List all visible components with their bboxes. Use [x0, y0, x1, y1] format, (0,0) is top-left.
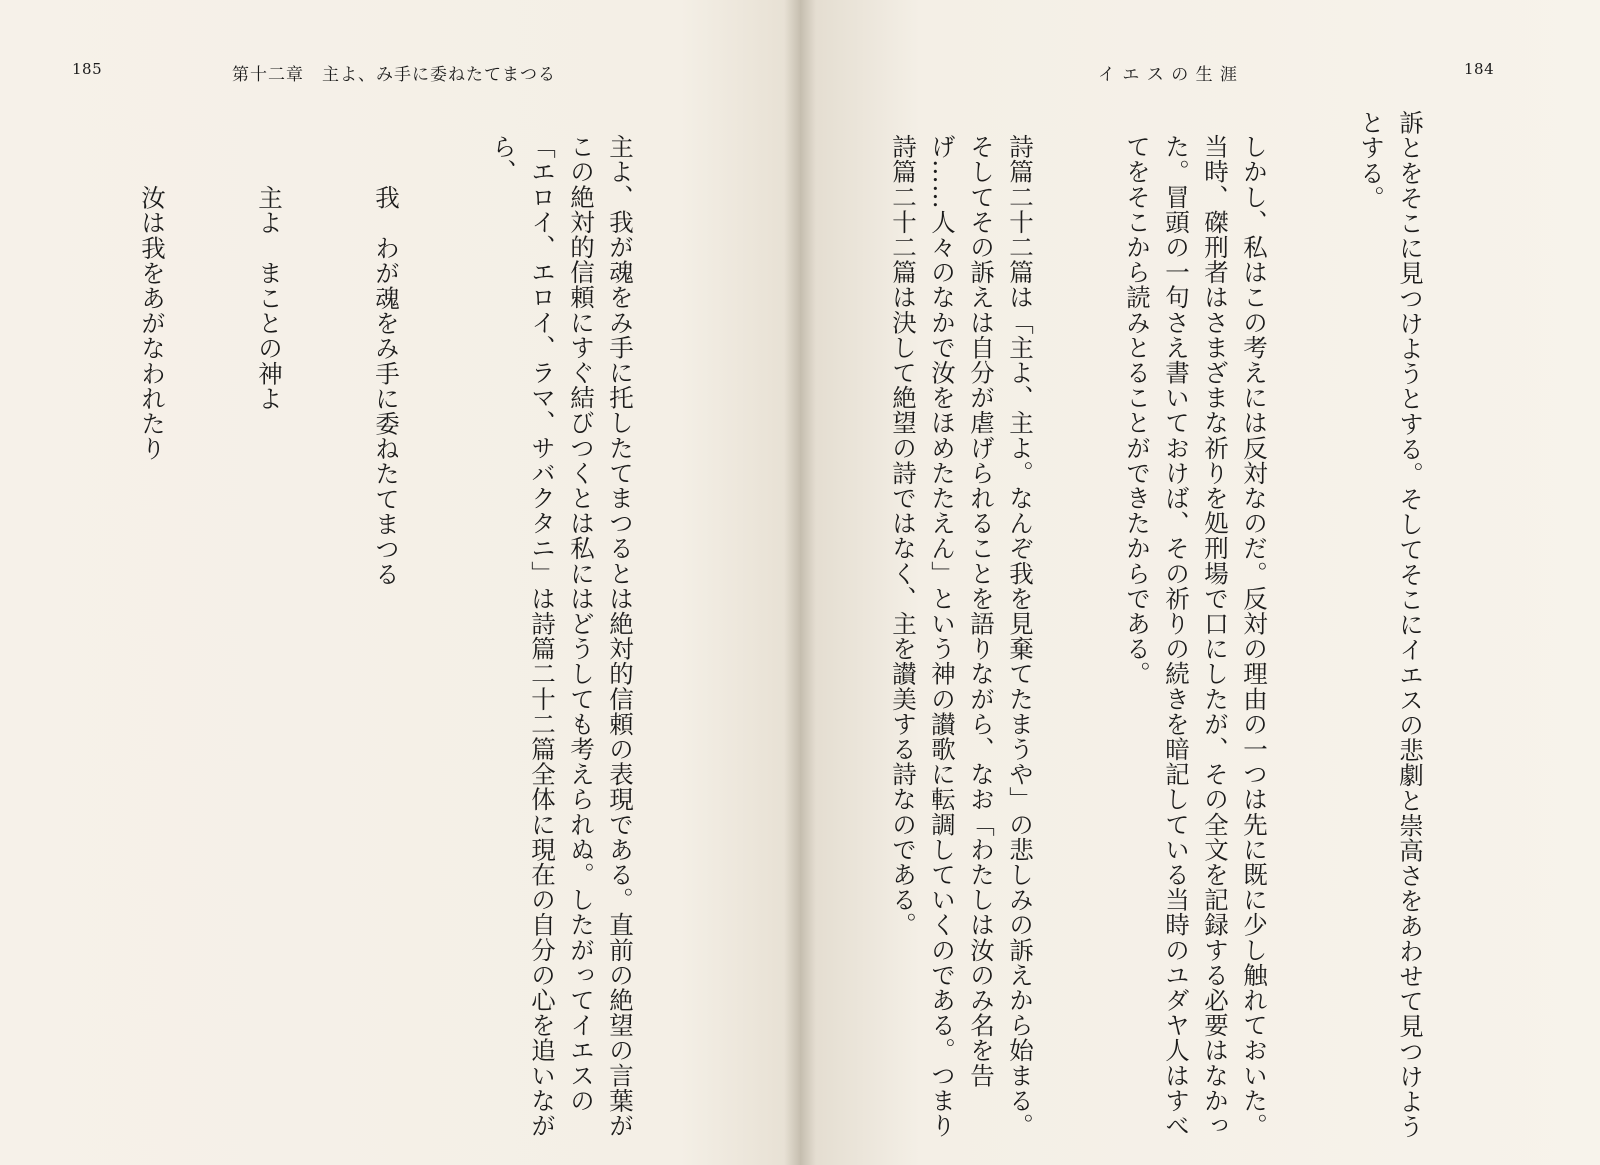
paragraph: しかし、私はこの考えには反対なのだ。反対の理由の一つは先に既に少し触れておいた。当時、磔刑者はさまざまな祈りを処刑場で口にしたが、その全文を記録する必要はなかった。冒頭の一句さえ書いておけば、その祈りの続きを暗記している当時のユダヤ人はすべてをそこから読みとることができたからである。 — [1123, 134, 1269, 1138]
running-head: イ エ ス の 生 涯 — [1098, 65, 1239, 85]
body-text — [856, 110, 1508, 1140]
paragraph: 詩篇二十二篇は「主よ、主よ。なんぞ我を見棄てたまうや」の悲しみの訴えから始まる。そしてその訴えは自分が虐げられることを語りながら、なお「わたしは汝のみ名を告げ……人々のなかで汝をほめたたえん」という神の讃歌に転調していくのである。つまり詩篇二十二篇は決して絶望の詩ではなく、主を讃美する詩なのである。 — [889, 134, 1035, 1138]
page-number: 184 — [1464, 60, 1495, 78]
paragraph: 主よ、我が魂をみ手に托したてまつるとは絶対的信頼の表現である。直前の絶望の言葉がこの絶対的信頼にすぐ結びつくとは私にはどうしても考えられぬ。したがってイエスの「エロイ、エロイ、ラマ、サバクタニ」は詩篇二十二篇全体に現在の自分の心を追いながら、 — [489, 134, 635, 1138]
psalm-quote-line: 我 わが魂をみ手に委ねたてまつる — [372, 185, 401, 587]
running-head: 第十二章 主よ、み手に委ねたてまつる — [232, 65, 556, 85]
psalm-quote-line: 汝は我をあがなわれたり — [138, 185, 167, 462]
page-number: 185 — [72, 60, 103, 78]
paragraph: 訴とをそこに見つけようとする。そしてそこにイエスの悲劇と崇高さをあわせて見つけようとする。 — [1357, 110, 1425, 1140]
body-text — [78, 110, 718, 1140]
psalm-quote-line: 主よ まことの神よ — [255, 185, 284, 411]
right-page — [800, 0, 1600, 1165]
